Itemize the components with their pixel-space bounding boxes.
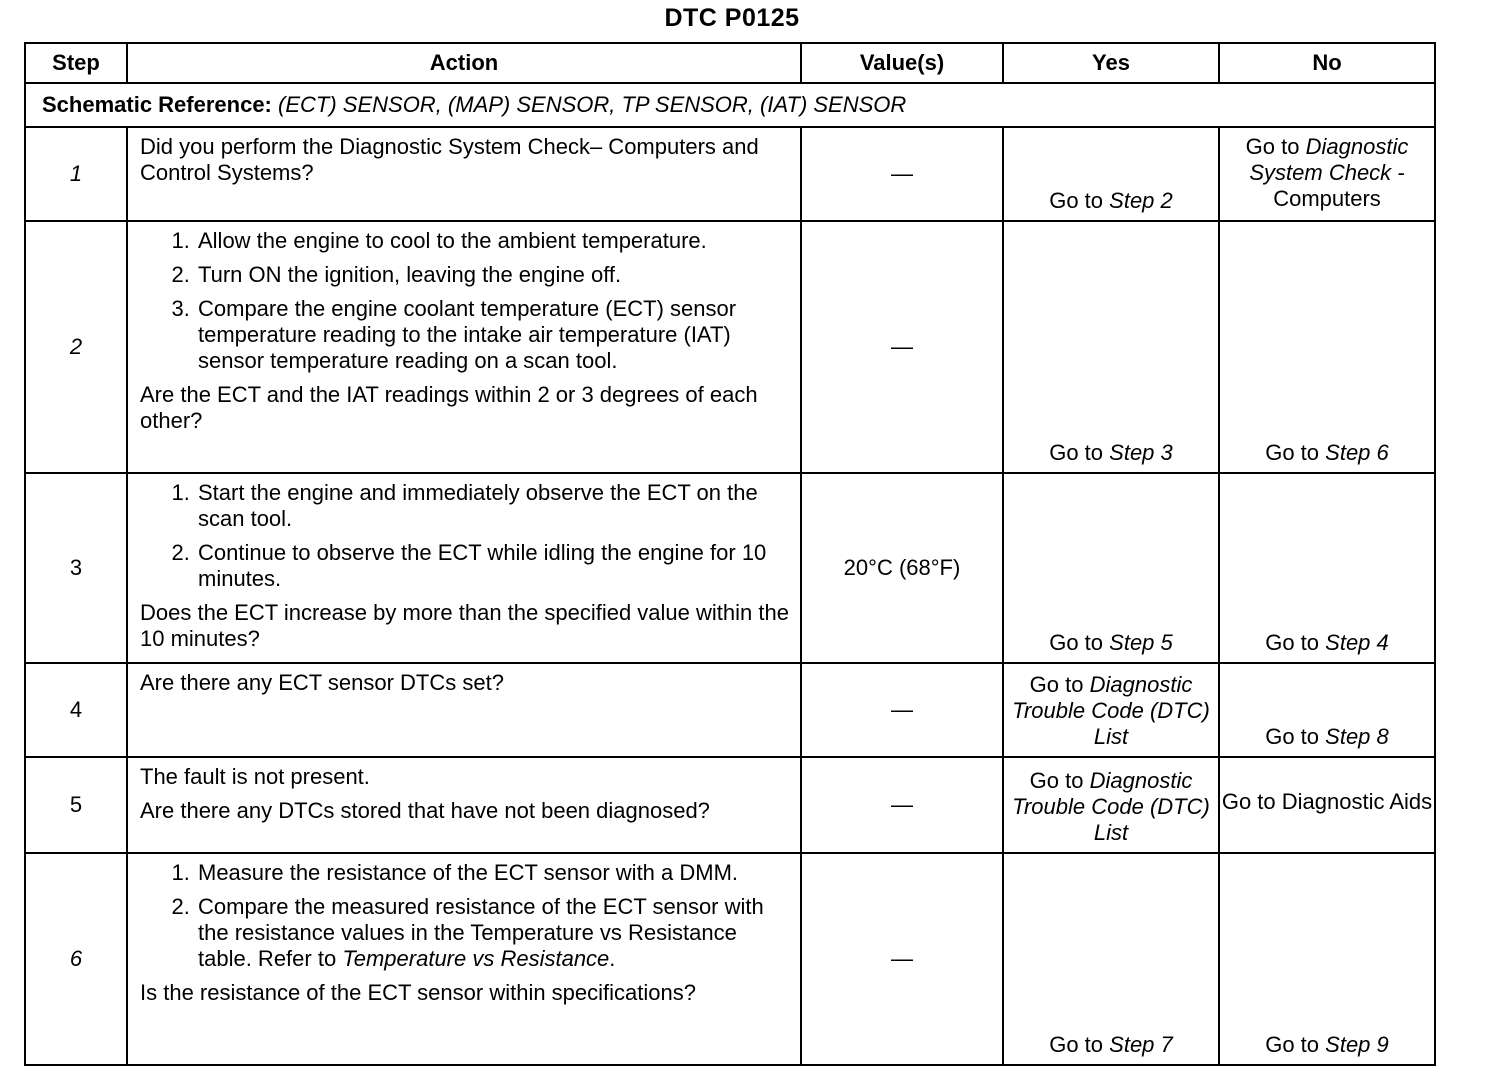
- value-cell: —: [801, 663, 1003, 757]
- action-question: Are there any ECT sensor DTCs set?: [140, 670, 504, 695]
- step-number: 5: [25, 757, 127, 853]
- action-cell: [127, 663, 801, 757]
- yes-link[interactable]: Step 5: [1109, 630, 1173, 655]
- action-step: 1. Start the engine and immediately observe the ECT on the scan tool.: [196, 480, 792, 532]
- action-step: 1. Allow the engine to cool to the ambient temperature.: [196, 228, 792, 254]
- value-cell: 20°C (68°F): [801, 473, 1003, 663]
- yes-prefix: Go to: [1049, 630, 1104, 655]
- action-steps-list: [140, 480, 792, 592]
- action-question: Are there any DTCs stored that have not been diagnosed?: [140, 798, 710, 823]
- yes-prefix: Go to: [1029, 672, 1084, 697]
- yes-prefix: Go to: [1029, 768, 1084, 793]
- value-cell: —: [801, 221, 1003, 473]
- no-link[interactable]: Step 4: [1325, 630, 1389, 655]
- action-step: [196, 894, 792, 972]
- table-row: [25, 757, 1435, 853]
- step-number: 4: [25, 663, 127, 757]
- no-link[interactable]: Step 8: [1325, 724, 1389, 749]
- no-prefix: Go to: [1245, 134, 1300, 159]
- header-values: Value(s): [801, 43, 1003, 83]
- action-question: Does the ECT increase by more than the specified value within the 10 minutes?: [140, 600, 789, 651]
- action-cell: [127, 853, 801, 1065]
- no-suffix: Computers: [1273, 186, 1381, 211]
- yes-cell: [1003, 127, 1219, 221]
- no-cell: [1219, 663, 1435, 757]
- action-cell: [127, 127, 801, 221]
- header-no: No: [1219, 43, 1435, 83]
- header-step: Step: [25, 43, 127, 83]
- yes-link[interactable]: Step 3: [1109, 440, 1173, 465]
- yes-cell: [1003, 663, 1219, 757]
- action-step-period: .: [609, 946, 616, 971]
- action-step: 1. Measure the resistance of the ECT sensor with a DMM.: [196, 860, 792, 886]
- no-cell: [1219, 221, 1435, 473]
- step-number: 6: [25, 853, 127, 1065]
- page-title: DTC P0125: [664, 4, 800, 32]
- no-link[interactable]: Go to Diagnostic Aids: [1221, 789, 1433, 814]
- value-cell: —: [801, 127, 1003, 221]
- no-prefix: Go to: [1265, 630, 1320, 655]
- table-row: [25, 663, 1435, 757]
- schematic-value: (ECT) SENSOR, (MAP) SENSOR, TP SENSOR, (IAT) SENSOR: [278, 92, 907, 117]
- action-cell: [127, 473, 801, 663]
- step-number: 2: [25, 221, 127, 473]
- yes-prefix: Go to: [1049, 440, 1104, 465]
- action-step-reference[interactable]: Temperature vs Resistance: [342, 946, 610, 971]
- step-number: 3: [25, 473, 127, 663]
- no-cell: [1219, 757, 1435, 853]
- no-link[interactable]: Step 9: [1325, 1032, 1389, 1057]
- schematic-label: Schematic Reference:: [42, 92, 272, 117]
- no-cell: [1219, 853, 1435, 1065]
- yes-link[interactable]: Step 2: [1109, 188, 1173, 213]
- no-link[interactable]: Step 6: [1325, 440, 1389, 465]
- action-step: 3. Compare the engine coolant temperature (ECT) sensor temperature reading to the intake air temperature (IAT) sensor temperature reading on a scan tool.: [196, 296, 792, 374]
- yes-cell: [1003, 853, 1219, 1065]
- yes-link[interactable]: Step 7: [1109, 1032, 1173, 1057]
- no-link[interactable]: Diagnostic System Check -: [1249, 134, 1409, 185]
- value-cell: —: [801, 853, 1003, 1065]
- action-steps-list: [140, 228, 792, 374]
- table-row: [25, 221, 1435, 473]
- value-cell: —: [801, 757, 1003, 853]
- action-step: 2. Continue to observe the ECT while idling the engine for 10 minutes.: [196, 540, 792, 592]
- action-cell: [127, 221, 801, 473]
- yes-prefix: Go to: [1049, 188, 1104, 213]
- yes-cell: [1003, 757, 1219, 853]
- schematic-reference: [25, 83, 1435, 127]
- yes-cell: [1003, 221, 1219, 473]
- yes-prefix: Go to: [1049, 1032, 1104, 1057]
- action-cell: [127, 757, 801, 853]
- no-prefix: Go to: [1265, 724, 1320, 749]
- header-action: Action: [127, 43, 801, 83]
- step-number: 1: [25, 127, 127, 221]
- yes-link[interactable]: Diagnostic Trouble Code (DTC) List: [1012, 768, 1210, 845]
- header-yes: Yes: [1003, 43, 1219, 83]
- table-row: [25, 853, 1435, 1065]
- action-question: Did you perform the Diagnostic System Check– Computers and Control Systems?: [140, 134, 759, 185]
- table-row: [25, 473, 1435, 663]
- action-step-text: Compare the measured resistance of the ECT sensor with the resistance values in the Temperature vs Resistance table. Refer to: [198, 894, 764, 971]
- no-cell: [1219, 473, 1435, 663]
- dtc-table: [24, 42, 1436, 1066]
- no-prefix: Go to: [1265, 440, 1320, 465]
- action-step: 2. Turn ON the ignition, leaving the engine off.: [196, 262, 792, 288]
- no-cell: [1219, 127, 1435, 221]
- yes-link[interactable]: Diagnostic Trouble Code (DTC) List: [1012, 672, 1210, 749]
- action-question: Is the resistance of the ECT sensor within specifications?: [140, 980, 696, 1005]
- table-row: [25, 127, 1435, 221]
- yes-cell: [1003, 473, 1219, 663]
- action-statement: The fault is not present.: [140, 764, 370, 789]
- header-row: [25, 43, 1435, 83]
- no-prefix: Go to: [1265, 1032, 1320, 1057]
- action-steps-list: [140, 860, 792, 972]
- schematic-row: [25, 83, 1435, 127]
- action-question: Are the ECT and the IAT readings within 2 or 3 degrees of each other?: [140, 382, 758, 433]
